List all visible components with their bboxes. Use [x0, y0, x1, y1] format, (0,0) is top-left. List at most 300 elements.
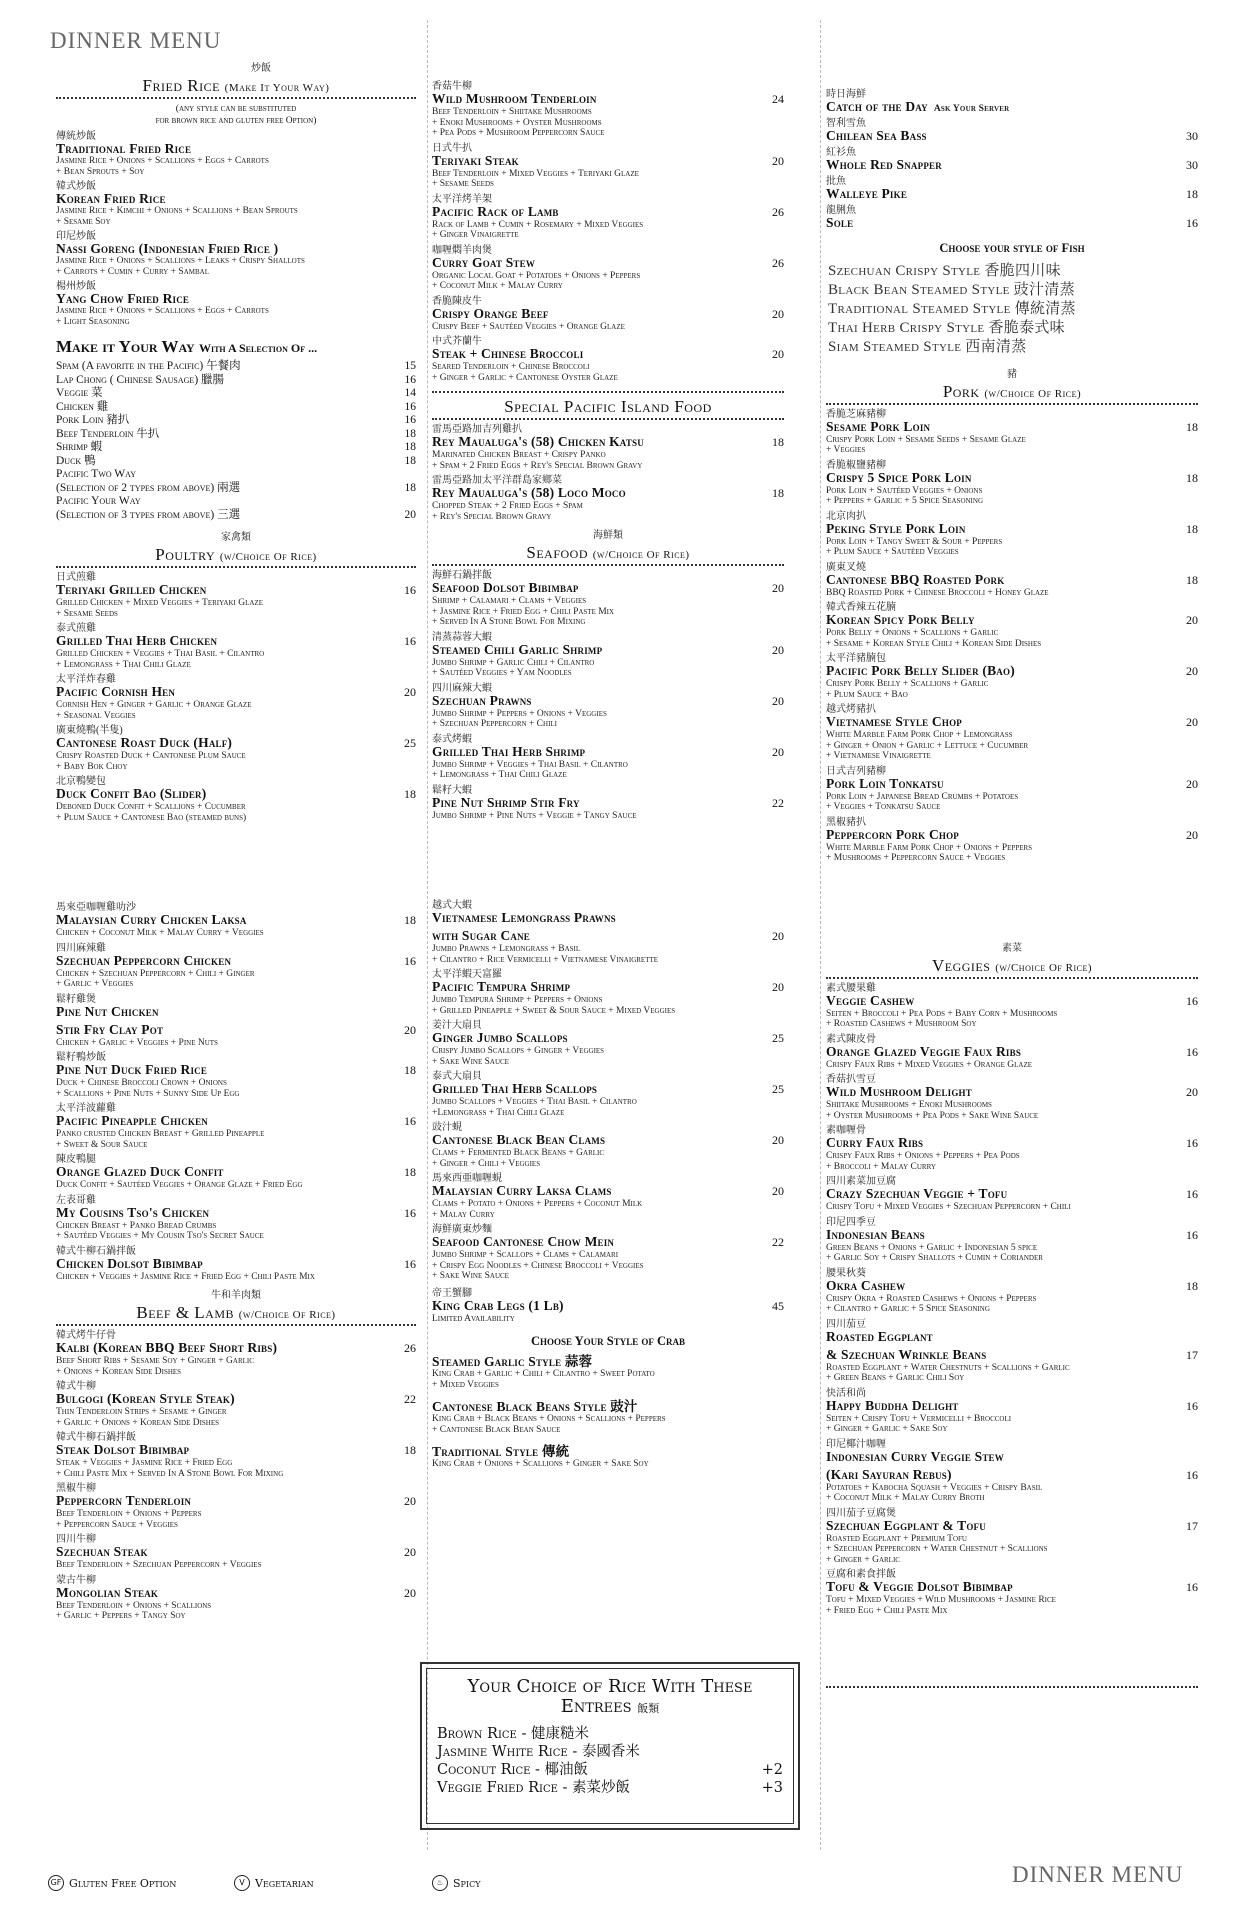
- fish-choose-title: Choose your style of Fish: [939, 240, 1085, 255]
- item-description: Duck Confit + Sautéed Veggies + Orange Glaze + Fried Egg: [56, 1180, 303, 1190]
- item-row: [826, 1187, 1198, 1202]
- item-description: Seiten + Broccoli + Pea Pods + Baby Corn + Mushrooms: [826, 1008, 1058, 1019]
- menu-item: [826, 511, 1198, 558]
- item-price: 16: [1186, 1227, 1198, 1242]
- item-row: [56, 1023, 416, 1038]
- item-description: + Broccoli + Malay Curry: [826, 1161, 936, 1172]
- item-price: 18: [404, 913, 416, 927]
- item-description: Jumbo Tempura Shrimp + Peppers + Onions: [432, 995, 603, 1005]
- middle-column: [432, 78, 784, 1480]
- item-description: + Crispy Egg Noodles + Chinese Broccoli + Veggies: [432, 1260, 644, 1271]
- item-price: 25: [772, 1082, 784, 1096]
- fish-extra: Ask Your Server: [933, 104, 1010, 114]
- item-zh-name: 姜汁大扇貝: [432, 1020, 482, 1031]
- item-description: + Sake Wine Sauce: [432, 1056, 509, 1067]
- item-name: Okra Cashew: [826, 1277, 906, 1293]
- fried-rice-note: (any style can be substituted for brown rice and gluten free Option): [155, 104, 317, 126]
- item-price: 16: [1186, 1580, 1198, 1594]
- fish-style: Siam Steamed Style 西南清蒸: [828, 338, 1027, 355]
- item-row: [826, 1348, 1198, 1363]
- item-price: 20: [772, 1184, 784, 1198]
- item-price: 16: [404, 1114, 416, 1128]
- item-zh-name: 香菇扒雪豆: [826, 1074, 876, 1085]
- item-description: Chicken + Veggies + Jasmine Rice + Fried Egg + Chili Paste Mix: [56, 1271, 315, 1282]
- item-name: Pacific Pork Belly Slider (Bao): [826, 663, 1015, 678]
- item-description: Beef Tenderloin + Onions + Peppers: [56, 1509, 202, 1519]
- item-price: 20: [772, 642, 784, 657]
- divider: [432, 418, 784, 420]
- item-price: 18: [1186, 521, 1198, 536]
- make-it-name: Spam (A favorite in the Pacific) 午餐肉: [56, 360, 241, 372]
- fish-style: Thai Herb Crispy Style 香脆泰式味: [828, 319, 1065, 336]
- item-price: 16: [1186, 1136, 1198, 1150]
- item-zh-name: 越式大蝦: [432, 900, 472, 911]
- menu-item: [826, 1034, 1198, 1071]
- item-price: 18: [1186, 470, 1198, 485]
- crab-zh: 帝王蟹腳: [432, 1287, 472, 1299]
- item-description: Steak + Veggies + Jasmine Rice + Fried Egg: [56, 1458, 233, 1468]
- item-zh-name: 四川茄子豆腐煲: [826, 1507, 896, 1519]
- item-description: Chopped Steak + 2 Fried Eggs + Spam: [432, 501, 583, 511]
- item-row: [432, 929, 784, 944]
- item-zh-name: 韓式烤牛仔骨: [56, 1330, 116, 1341]
- item-zh-name: 韓式牛柳石鍋拌飯: [56, 1245, 136, 1257]
- menu-item: [432, 1122, 784, 1169]
- legend-vegetarian: V Vegetarian: [234, 1875, 314, 1891]
- item-name: Rey Maualuga's (58) Chicken Katsu: [432, 434, 644, 449]
- item-row: [56, 634, 416, 649]
- menu-item: [432, 900, 784, 925]
- menu-item: [56, 1154, 416, 1191]
- item-description: Pork Loin + Tangy Sweet & Sour + Peppers: [826, 536, 1003, 547]
- item-description: Crispy Pork Loin + Sesame Seeds + Sesame Glaze: [826, 434, 1026, 445]
- item-price: 20: [772, 153, 784, 168]
- item-description: + Jasmine Rice + Fried Egg + Chili Paste Mix: [432, 606, 615, 617]
- item-row: [56, 192, 416, 206]
- make-it-row: [56, 428, 416, 442]
- item-price: 20: [1186, 664, 1198, 678]
- item-name: Mongolian Steak: [56, 1584, 159, 1600]
- item-description: Cornish Hen + Ginger + Garlic + Orange Glaze: [56, 700, 252, 710]
- legend-gluten-free: GF Gluten Free Option: [48, 1875, 176, 1891]
- menu-item: [56, 231, 416, 277]
- make-it-name: Duck 鴨: [56, 454, 96, 467]
- item-name: Ginger Jumbo Scallops: [432, 1030, 568, 1045]
- item-price: 18: [772, 435, 784, 449]
- item-price: 18: [404, 1063, 416, 1077]
- item-description: White Marble Farm Pork Chop + Onions + Peppers: [826, 842, 1033, 853]
- item-row: [432, 1082, 784, 1097]
- item-zh-name: 北京肉扒: [826, 510, 866, 522]
- make-it-name: Shrimp 蝦: [56, 441, 103, 453]
- item-row: [432, 581, 784, 596]
- seafood-list: [432, 570, 784, 821]
- menu-item: [826, 1125, 1198, 1172]
- item-description: Rack of Lamb + Cumin + Rosemary + Mixed Veggies: [432, 219, 644, 230]
- menu-item: [432, 632, 784, 679]
- item-zh-name: 快活和尚: [826, 1387, 866, 1399]
- fish-zh-name: 紅衫魚: [826, 146, 856, 158]
- menu-item: [432, 1173, 784, 1220]
- item-zh-name: 素式腰果雞: [826, 982, 876, 994]
- item-row: [826, 471, 1198, 486]
- crab-style-name: Steamed Garlic Style 蒜蓉: [432, 1354, 593, 1369]
- item-description: + Grilled Pineapple + Sweet & Sour Sauce + Mixed Veggies: [432, 1005, 676, 1016]
- item-name: Chicken Dolsot Bibimbap: [56, 1255, 203, 1271]
- fish-name: [826, 158, 942, 172]
- menu-item: [432, 336, 784, 383]
- item-row: [826, 613, 1198, 628]
- item-price: 16: [404, 1205, 416, 1220]
- item-description: + Plum Sauce + Cantonese Bao (steamed buns): [56, 812, 247, 823]
- item-row: [432, 1133, 784, 1148]
- rice-box-title-2: Entrees 飯類: [560, 1696, 660, 1717]
- item-name: with Sugar Cane: [432, 928, 531, 943]
- item-description: Chicken + Szechuan Peppercorn + Chili + Ginger: [56, 968, 255, 979]
- menu-item: [826, 1217, 1198, 1264]
- seafood-zh: 海鮮類: [593, 530, 623, 541]
- crab-style-desc: + Mixed Veggies: [432, 1379, 499, 1390]
- fish-price: 16: [1186, 215, 1198, 230]
- item-zh-name: 太平洋蝦天富羅: [432, 969, 502, 980]
- item-price: 20: [404, 685, 416, 699]
- menu-item: [56, 131, 416, 177]
- item-name: Wild Mushroom Delight: [826, 1084, 972, 1099]
- item-name: Malaysian Curry Chicken Laksa: [56, 912, 247, 927]
- make-it-row: [56, 482, 416, 496]
- item-description: + Carrots + Cumin + Curry + Sambal: [56, 266, 209, 277]
- item-name: Seafood Cantonese Chow Mein: [432, 1234, 615, 1249]
- item-row: [56, 1392, 416, 1407]
- item-zh-name: 素咖喱骨: [826, 1125, 866, 1136]
- item-zh-name: 四川素菜加豆腐: [826, 1176, 896, 1187]
- item-name: Vietnamese Lemongrass Prawns: [432, 910, 616, 925]
- crab-availability: Limited Availability: [432, 1313, 515, 1324]
- item-row: [826, 1450, 1198, 1464]
- item-row: [56, 1165, 416, 1180]
- right-column: [826, 86, 1198, 1692]
- make-it-price: 18: [404, 481, 416, 494]
- fish-zh-name: 智利雪魚: [826, 117, 866, 129]
- item-row: [432, 154, 784, 169]
- item-description: + Sake Wine Sauce: [432, 1271, 509, 1281]
- item-price: 16: [1186, 1398, 1198, 1413]
- item-description: + Sweet & Sour Sauce: [56, 1139, 148, 1150]
- make-it-price: 18: [404, 454, 416, 467]
- item-description: + Coconut Milk + Malay Curry: [432, 281, 563, 291]
- item-description: Crispy Beef + Sautéed Veggies + Orange Glaze: [432, 321, 625, 332]
- menu-item: [432, 1020, 784, 1067]
- menu-item: [56, 181, 416, 227]
- item-zh-name: 印尼炒飯: [56, 231, 96, 242]
- menu-item: [56, 1575, 416, 1622]
- item-description: + Coconut Milk + Malay Curry Broth: [826, 1493, 985, 1503]
- item-name: Yang Chow Fried Rice: [56, 291, 190, 306]
- make-it-row: [56, 387, 416, 401]
- item-price: 18: [1186, 572, 1198, 587]
- item-price: 22: [404, 1392, 416, 1406]
- item-description: + Garlic + Onions + Korean Side Dishes: [56, 1417, 220, 1428]
- item-price: 20: [1186, 715, 1198, 729]
- menu-item: [432, 683, 784, 730]
- menu-item: [432, 194, 784, 241]
- item-description: Grilled Chicken + Veggies + Thai Basil + Cilantro: [56, 649, 265, 659]
- item-name: Vietnamese Style Chop: [826, 714, 962, 729]
- menu-item: [432, 734, 784, 781]
- item-description: Beef Tenderloin + Szechuan Peppercorn + Veggies: [56, 1560, 262, 1570]
- item-description: Chicken + Coconut Milk + Malay Curry + Veggies: [56, 928, 264, 938]
- fish-row: [826, 187, 1198, 202]
- item-row: [56, 1114, 416, 1129]
- item-price: 18: [1186, 1278, 1198, 1293]
- item-zh-name: 香脆芝麻豬柳: [826, 408, 886, 420]
- item-description: Jumbo Shrimp + Pine Nuts + Veggie + Tangy Sauce: [432, 810, 637, 821]
- item-description: Shiitake Mushrooms + Enoki Mushrooms: [826, 1100, 992, 1110]
- item-zh-name: 日式吉列豬柳: [826, 765, 886, 777]
- item-name: Pacific Pineapple Chicken: [56, 1113, 209, 1128]
- crab-style: [432, 1400, 784, 1435]
- make-it-name: Veggie 菜: [56, 387, 103, 399]
- item-description: + Rey's Special Brown Gravy: [432, 511, 552, 522]
- poultry-list-2: [56, 902, 416, 1282]
- menu-item: [56, 281, 416, 327]
- rice-choice-box: [420, 1662, 800, 1830]
- fish-price: 30: [1186, 128, 1198, 143]
- item-price: 20: [772, 980, 784, 994]
- item-description: + Cilantro + Garlic + 5 Spice Seasoning: [826, 1304, 990, 1314]
- make-it-name: Pacific Your Way: [56, 495, 141, 507]
- rice-price: +3: [761, 1780, 783, 1796]
- left-column: [56, 60, 416, 1626]
- menu-item: [826, 817, 1198, 864]
- item-price: 18: [772, 486, 784, 500]
- item-description: + Sautéed Veggies + My Cousin Tso's Secret Sauce: [56, 1231, 264, 1241]
- item-row: [826, 1399, 1198, 1414]
- menu-item: [56, 1195, 416, 1242]
- item-description: Jumbo Shrimp + Veggies + Thai Basil + Cilantro: [432, 759, 628, 770]
- item-price: 18: [404, 1443, 416, 1457]
- item-price: 25: [404, 736, 416, 750]
- menu-item: [56, 1103, 416, 1150]
- crab-style: [432, 1445, 784, 1470]
- divider: [432, 564, 784, 566]
- menu-item: [432, 570, 784, 628]
- item-row: [432, 694, 784, 709]
- menu-item: [432, 475, 784, 522]
- item-price: 20: [1186, 1085, 1198, 1099]
- divider: [826, 1686, 1198, 1688]
- item-name: Cantonese Roast Duck (Half): [56, 735, 233, 750]
- item-row: [56, 242, 416, 256]
- item-description: + Onions + Korean Side Dishes: [56, 1366, 182, 1377]
- item-description: Jasmine Rice + Onions + Scallions + Eggs + Carrots: [56, 156, 269, 166]
- item-name: Cantonese Black Bean Clams: [432, 1132, 606, 1147]
- item-description: + Seasonal Veggies: [56, 710, 136, 721]
- item-description: Beef Tenderloin + Shiitake Mushrooms: [432, 107, 592, 117]
- item-zh-name: 四川牛柳: [56, 1534, 96, 1545]
- menu-item: [826, 409, 1198, 456]
- pork-title: Pork (w/Choice Of Rice): [942, 381, 1082, 401]
- item-row: [56, 1206, 416, 1221]
- item-name: Curry Faux Ribs: [826, 1135, 924, 1150]
- rice-price: +2: [761, 1762, 783, 1778]
- menu-item: [826, 1569, 1198, 1616]
- item-price: 20: [404, 1545, 416, 1559]
- item-zh-name: 太平洋豬腩包: [826, 653, 886, 664]
- item-name: Happy Buddha Delight: [826, 1397, 959, 1413]
- item-row: [826, 715, 1198, 730]
- fried-rice-list: [56, 131, 416, 327]
- item-price: 17: [1186, 1347, 1198, 1362]
- item-name: Steak + Chinese Broccoli: [432, 346, 584, 361]
- spicy-icon: ♨: [432, 1875, 448, 1891]
- make-it-row: [56, 509, 416, 523]
- item-description: +Lemongrass + Thai Chili Glaze: [432, 1107, 565, 1118]
- menu-item: [432, 1224, 784, 1282]
- item-row: [56, 1257, 416, 1272]
- poultry-zh: 家禽類: [221, 532, 251, 543]
- item-zh-name: 豆腐和素食拌飯: [826, 1569, 896, 1580]
- item-zh-name: 廣東燒鴨(半隻): [56, 725, 123, 736]
- item-description: Beef Tenderloin + Onions + Scallions: [56, 1600, 212, 1611]
- menu-item: [826, 766, 1198, 813]
- item-description: + Malay Curry: [432, 1209, 495, 1220]
- menu-item: [56, 1483, 416, 1530]
- item-description: Tofu + Mixed Veggies + Wild Mushrooms + Jasmine Rice: [826, 1595, 1056, 1605]
- item-row: [56, 1545, 416, 1560]
- crab-style-name: Cantonese Black Beans Style 豉汁: [432, 1399, 638, 1414]
- crab-style-desc: King Crab + Onions + Scallions + Ginger + Sake Soy: [432, 1459, 649, 1469]
- fish-row: [826, 129, 1198, 144]
- item-description: + Plum Sauce + Sautéed Veggies: [826, 547, 959, 557]
- item-name: My Cousins Tso's Chicken: [56, 1204, 210, 1220]
- item-description: + Light Seasoning: [56, 316, 130, 327]
- item-description: Jasmine Rice + Kimchi + Onions + Scallions + Bean Sprouts: [56, 206, 298, 216]
- item-price: 20: [772, 929, 784, 943]
- fish-name-text: Sole: [826, 214, 854, 230]
- item-zh-name: 香脆椒鹽豬柳: [826, 459, 886, 471]
- item-description: + Lemongrass + Thai Chili Glaze: [432, 770, 567, 780]
- item-name: Crispy 5 Spice Pork Loin: [826, 469, 972, 485]
- item-price: 17: [1186, 1518, 1198, 1533]
- item-description: + Sesame Soy: [56, 216, 111, 227]
- item-price: 20: [772, 347, 784, 361]
- item-price: 18: [1186, 419, 1198, 434]
- item-row: [56, 685, 416, 700]
- item-description: Thin Tenderloin Strips + Sesame + Ginger: [56, 1407, 227, 1417]
- menu-item: [432, 929, 784, 965]
- pork-list: [826, 409, 1198, 864]
- menu-item: [56, 1246, 416, 1283]
- item-description: Duck + Chinese Broccoli Crown + Onions: [56, 1078, 227, 1088]
- item-price: 20: [772, 744, 784, 759]
- king-crab-item: King Crab Legs (1 Lb) 45: [432, 1297, 784, 1313]
- item-zh-name: 馬來亞咖喱雞叻沙: [56, 902, 136, 913]
- item-price: 20: [1186, 827, 1198, 842]
- item-description: + Baby Bok Choy: [56, 761, 128, 772]
- item-row: [432, 307, 784, 322]
- item-price: 20: [404, 1022, 416, 1037]
- item-row: [432, 1031, 784, 1046]
- item-row: [826, 1045, 1198, 1060]
- item-price: 20: [772, 1133, 784, 1147]
- item-price: 16: [404, 1256, 416, 1271]
- menu-item: [56, 623, 416, 670]
- fish-zh-name: 批魚: [826, 175, 846, 187]
- item-name: Sesame Pork Loin: [826, 418, 931, 434]
- item-description: Panko crusted Chicken Breast + Grilled Pineapple: [56, 1129, 265, 1139]
- make-it-list: [56, 360, 416, 522]
- item-price: 20: [772, 306, 784, 321]
- rice-row: [437, 1761, 783, 1779]
- item-price: 26: [772, 255, 784, 270]
- item-description: + Lemongrass + Thai Chili Glaze: [56, 659, 191, 670]
- item-name: Rey Maualuga's (58) Loco Moco: [432, 485, 626, 500]
- item-name: Curry Goat Stew: [432, 254, 536, 270]
- menu-item: [56, 1534, 416, 1571]
- beef-title: Beef & Lamb (w/Choice Of Rice): [136, 1303, 336, 1322]
- crab-choose-title: Choose Your Style of Crab: [530, 1334, 686, 1348]
- item-description: + Oyster Mushrooms + Pea Pods + Sake Wine Sauce: [826, 1110, 1039, 1121]
- make-it-row: [56, 441, 416, 455]
- make-it-price: 18: [404, 441, 416, 453]
- menu-item: [826, 562, 1198, 599]
- menu-item: [56, 994, 416, 1019]
- item-description: Pork Loin + Japanese Bread Crumbs + Potatoes: [826, 791, 1019, 802]
- menu-item: [826, 1268, 1198, 1315]
- item-row: [826, 420, 1198, 435]
- make-it-price: 16: [404, 373, 416, 386]
- fish-styles: [828, 262, 1198, 357]
- rice-row: [437, 1743, 783, 1761]
- item-row: [826, 777, 1198, 792]
- fish-style: Szechuan Crispy Style 香脆四川味: [828, 262, 1061, 279]
- item-name: Grilled Thai Herb Shrimp: [432, 743, 586, 759]
- item-zh-name: 越式烤豬扒: [826, 704, 876, 715]
- item-zh-name: 腰果秋葵: [826, 1267, 866, 1279]
- menu-title: DINNER MENU: [50, 28, 222, 53]
- item-row: [56, 1586, 416, 1601]
- item-row: [826, 1519, 1198, 1534]
- item-row: [432, 256, 784, 271]
- item-price: 24: [772, 92, 784, 106]
- item-name: Teriyaki Grilled Chicken: [56, 582, 207, 597]
- item-zh-name: 太平洋炸春雞: [56, 674, 116, 685]
- island-title: Special Pacific Island Food: [504, 397, 712, 416]
- item-name: Seafood Dolsot Bibimbap: [432, 580, 579, 595]
- fish-list: [826, 100, 1198, 231]
- item-price: 18: [404, 1165, 416, 1179]
- item-description: + Peppers + Garlic + 5 Spice Seasoning: [826, 496, 984, 506]
- item-zh-name: 黑椒豬扒: [826, 816, 866, 828]
- mid-beef-list: [432, 81, 784, 383]
- item-name: Stir Fry Clay Pot: [56, 1021, 164, 1037]
- item-description: Pork Belly + Onions + Scallions + Garlic: [826, 628, 999, 638]
- item-description: Roasted Eggplant + Premium Tofu: [826, 1533, 967, 1544]
- item-zh-name: 雷馬亞路加吉列雞扒: [432, 424, 522, 435]
- gluten-free-icon: GF: [48, 1875, 64, 1891]
- item-zh-name: 左表哥雞: [56, 1194, 96, 1206]
- item-zh-name: 韓式香辣五花腩: [826, 602, 896, 613]
- item-row: [432, 347, 784, 362]
- item-description: Jumbo Shrimp + Scallops + Clams + Calamari: [432, 1250, 619, 1260]
- item-price: 16: [404, 953, 416, 968]
- menu-item: [56, 1052, 416, 1099]
- footer-title: DINNER MENU: [1012, 1862, 1184, 1887]
- item-row: [56, 787, 416, 802]
- item-description: + Ginger + Chili + Veggies: [432, 1158, 541, 1169]
- item-name: Szechuan Eggplant & Tofu: [826, 1517, 986, 1533]
